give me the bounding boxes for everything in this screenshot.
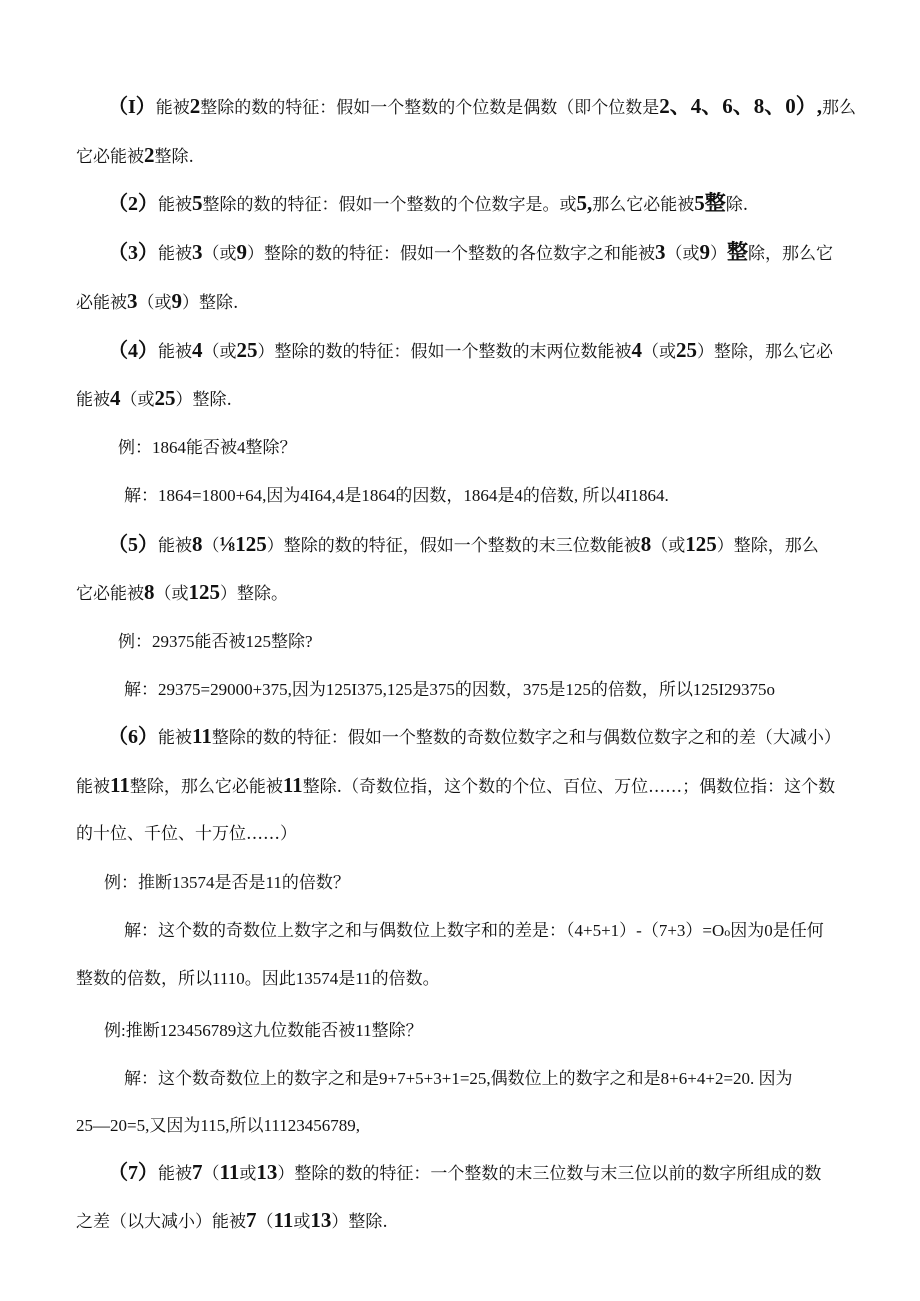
rule-7-line-2: 之差（以大减小）能被7（11或13）整除. — [76, 1208, 388, 1232]
rule-4-line-1: （4）能被4（或25）整除的数的特征：假如一个整数的末两位数能被4（或25）整除，那么它必 — [108, 338, 833, 362]
rule-6-line-3: 的十位、千位、十万位……） — [76, 824, 297, 844]
rule-1-line-2: 它必能被2整除. — [76, 143, 194, 167]
rule-6-line-1: （6）能被11整除的数的特征：假如一个整数的奇数位数字之和与偶数位数字之和的差（大减小） — [108, 724, 841, 748]
solution-1864: 解：1864=1800+64,因为4I64,4是1864的因数，1864是4的倍数, 所以4I1864. — [124, 486, 669, 505]
item-number-3: （3） — [108, 242, 158, 264]
rule-1-line-1: （I）能被2整除的数的特征：假如一个整数的个位数是偶数（即个位数是2、4、6、8、0）,那么 — [108, 94, 857, 118]
item-number-5: （5） — [108, 534, 158, 556]
rule-3-line-1: （3）能被3（或9）整除的数的特征：假如一个整数的各位数字之和能被3（或9）整除，那么它 — [108, 240, 833, 264]
solution-123456789-line-1: 解：这个数奇数位上的数字之和是9+7+5+3+1=25,偶数位上的数字之和是8+6+4+2=20. 因为 — [124, 1069, 793, 1088]
item-number-6: （6） — [108, 726, 158, 748]
solution-29375: 解：29375=29000+375,因为125I375,125是375的因数，375是125的倍数，所以125I29375o — [124, 680, 775, 699]
rule-7-line-1: （7）能被7（11或13）整除的数的特征：一个整数的末三位数与末三位以前的数字所组成的数 — [108, 1160, 822, 1184]
solution-123456789-line-2: 25—20=5,又因为115,所以11123456789, — [76, 1116, 360, 1135]
example-13574: 例：推断13574是否是11的倍数？ — [104, 873, 350, 892]
example-123456789: 例:推断123456789这九位数能否被11整除？ — [104, 1021, 423, 1040]
item-number-4: （4） — [108, 340, 158, 362]
rule-5-line-1: （5）能被8（⅛125）整除的数的特征，假如一个整数的末三位数能被8（或125）整除，那么 — [108, 532, 819, 556]
solution-13574-line-2: 整数的倍数，所以1110。因此13574是11的倍数。 — [76, 969, 440, 988]
rule-3-line-2: 必能被3（或9）整除. — [76, 289, 239, 313]
rule-4-line-2: 能被4（或25）整除. — [76, 386, 232, 410]
item-number-2: （2） — [108, 193, 158, 215]
item-number-7: （7） — [108, 1162, 158, 1184]
item-number-1: （I） — [108, 96, 156, 118]
example-29375: 例：29375能否被125整除? — [118, 632, 313, 651]
rule-6-line-2: 能被11整除，那么它必能被11整除.（奇数位指，这个数的个位、百位、万位……；偶数位指：这个数 — [76, 773, 836, 797]
solution-13574-line-1: 解：这个数的奇数位上数字之和与偶数位上数字和的差是：（4+5+1）-（7+3）=Oo因为0是任何 — [124, 921, 824, 940]
rule-2-line-1: （2）能被5整除的数的特征：假如一个整数的个位数字是。或5,那么它必能被5整除. — [108, 191, 749, 215]
example-1864: 例：1864能否被4整除？ — [118, 438, 297, 457]
rule-5-line-2: 它必能被8（或125）整除。 — [76, 580, 288, 604]
